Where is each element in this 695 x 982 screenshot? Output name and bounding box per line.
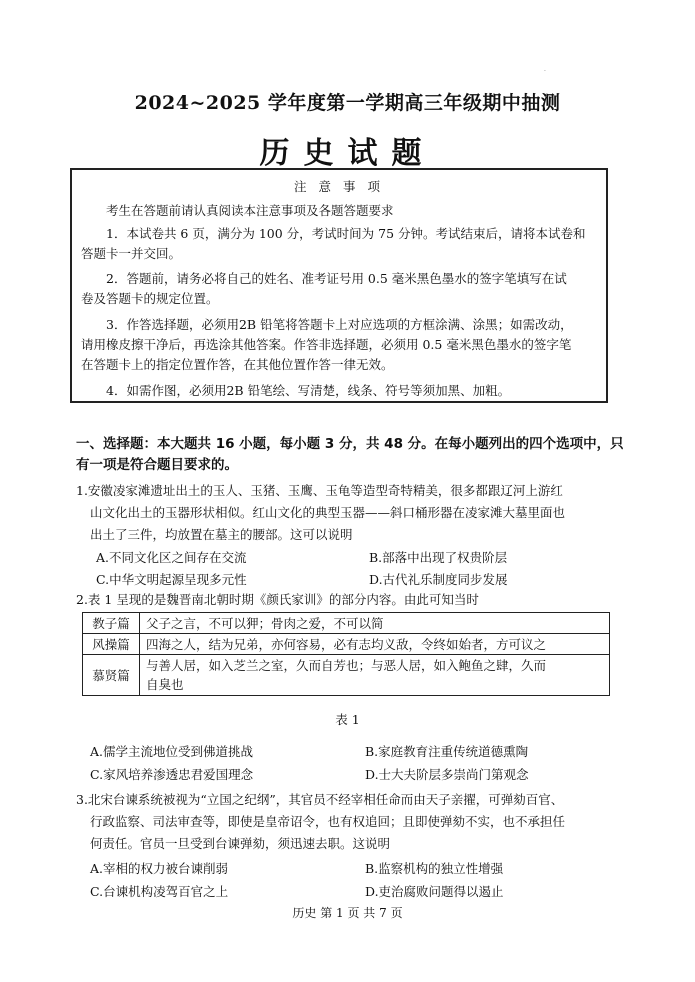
exam-title: 2024~2025 学年度第一学期高三年级期中抽测 [134, 92, 561, 114]
table-row [83, 634, 610, 655]
q2-stem-line1: 2.表 1 呈现的是魏晋南北朝时期《颜氏家训》的部分内容。由此可知当时 [76, 592, 479, 607]
table-category: 风操篇 [83, 634, 140, 655]
table-row [83, 655, 610, 696]
table-row [83, 613, 610, 634]
q1-stem-line1: 1.安徽凌家滩遗址出土的玉人、玉猪、玉鹰、玉龟等造型奇特精美，很多都跟辽河上游红 [76, 483, 563, 498]
notice-item-3-line2: 请用橡皮擦干净后，再选涂其他答案。作答非选择题，必须用 0.5 毫米黑色墨水的签字笔 [81, 337, 572, 352]
table-caption: 表 1 [335, 712, 360, 727]
notice-item-2-line1: 2．答题前，请务必将自己的姓名、准考证号用 0.5 毫米黑色墨水的签字笔填写在试 [106, 271, 567, 286]
section-heading-line1: 一、选择题：本大题共 16 小题，每小题 3 分，共 48 分。在每小题列出的四个选项中，只 [76, 436, 624, 452]
q2-option-c: C.家风培养渗透忠君爱国理念 [90, 767, 254, 782]
notice-intro: 考生在答题前请认真阅读本注意事项及各题答题要求 [106, 203, 394, 218]
q1-option-c: C.中华文明起源呈现多元性 [96, 572, 247, 587]
notice-item-3-line3: 在答题卡上的指定位置作答，在其他位置作答一律无效。 [81, 357, 394, 372]
notice-item-1-line2: 答题卡一并交回。 [81, 246, 182, 261]
table-category: 教子篇 [83, 613, 140, 634]
q3-option-c: C.台谏机构凌驾百官之上 [90, 884, 229, 899]
section-heading-line2: 有一项是符合题目要求的。 [76, 457, 238, 473]
subject-title: 历史试题 [259, 136, 436, 171]
table-content-line1: 与善人居，如入芝兰之室，久而自芳也；与恶人居，如入鲍鱼之肆，久而 [146, 658, 547, 673]
table-content: 父子之言，不可以狎；骨肉之爱，不可以简 [140, 613, 610, 634]
q1-stem-line3: 出土了三件，均放置在墓主的腰部。这可以说明 [90, 527, 353, 542]
q3-option-b: B.监察机构的独立性增强 [365, 861, 504, 876]
q2-table [82, 612, 610, 696]
q1-stem-line2: 山文化出土的玉器形状相似。红山文化的典型玉器——斜口桶形器在凌家滩大墓里面也 [90, 505, 566, 520]
table-category: 慕贤篇 [83, 655, 140, 696]
q1-option-a: A.不同文化区之间存在交流 [96, 550, 247, 565]
scan-dot: · [544, 68, 546, 75]
q2-option-d: D.士大夫阶层多崇尚门第观念 [365, 767, 529, 782]
q2-option-b: B.家庭教育注重传统道德熏陶 [365, 744, 529, 759]
notice-box [70, 168, 608, 403]
notice-item-4-line1: 4．如需作图，必须用2B 铅笔绘、写清楚，线条、符号等须加黑、加粗。 [106, 383, 511, 398]
notice-item-2-line2: 卷及答题卡的规定位置。 [81, 291, 219, 306]
notice-item-1-line1: 1．本试卷共 6 页，满分为 100 分，考试时间为 75 分钟。考试结束后，请将本试卷和 [106, 226, 586, 241]
notice-item-3-line1: 3．作答选择题，必须用2B 铅笔将答题卡上对应选项的方框涂满、涂黑；如需改动， [106, 317, 573, 332]
table-content-line2: 自臭也 [146, 677, 184, 692]
table-content [140, 655, 610, 696]
q1-option-b: B.部落中出现了权贵阶层 [369, 550, 508, 565]
q3-stem-line1: 3.北宋台谏系统被视为“立国之纪纲”，其官员不经宰相任命而由天子亲擢，可弹劾百官、 [76, 792, 564, 807]
q1-option-d: D.古代礼乐制度同步发展 [369, 572, 508, 587]
page-footer: 历史 第 1 页 共 7 页 [292, 906, 403, 920]
table-content: 四海之人，结为兄弟，亦何容易，必有志均义敌，令终如始者，方可议之 [140, 634, 610, 655]
q3-stem-line3: 何责任。官员一旦受到台谏弹劾，须迅速去职。这说明 [90, 836, 391, 851]
notice-title: 注 意 事 项 [294, 179, 384, 194]
q3-stem-line2: 行政监察、司法审查等，即使是皇帝诏令，也有权追回；且即使弹劾不实，也不承担任 [90, 814, 566, 829]
q3-option-d: D.吏治腐败问题得以遏止 [365, 884, 504, 899]
q2-option-a: A.儒学主流地位受到佛道挑战 [90, 744, 254, 759]
q3-option-a: A.宰相的权力被台谏削弱 [90, 861, 229, 876]
